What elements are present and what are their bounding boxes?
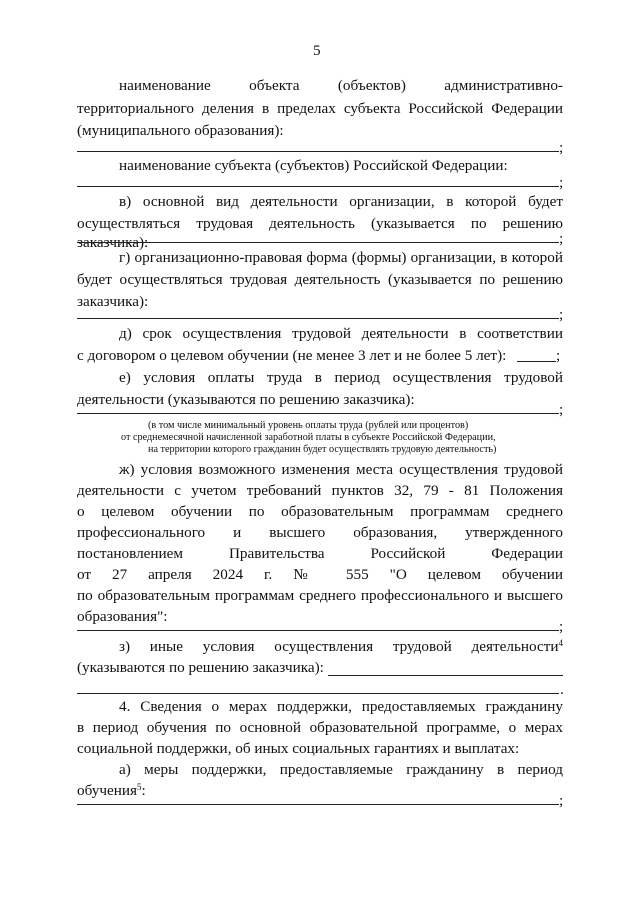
fill-line	[77, 242, 559, 243]
text-line	[119, 637, 563, 656]
text-line: заказчика):	[77, 293, 149, 310]
text-fragment: :	[141, 782, 146, 799]
semicolon: ;	[559, 139, 564, 156]
text-line: профессионального и высшего образования, утвержденного	[77, 524, 563, 541]
footnote-hint: от среднемесячной начисленной заработной платы в субъекте Российской Федерации,	[121, 432, 496, 443]
footnote-ref: 5	[136, 782, 142, 792]
page-number: 5	[313, 42, 321, 59]
text-line: (указываются по решению заказчика):	[77, 659, 324, 676]
text-line	[77, 781, 146, 800]
text-line: 4. Сведения о мерах поддержки, предоставляемых гражданину	[119, 698, 563, 715]
text-line: о целевом обучении по образовательным программам среднего	[77, 503, 563, 520]
text-line: г) организационно-правовая форма (формы) организации, в которой	[119, 249, 563, 266]
semicolon: ;	[556, 347, 561, 364]
semicolon: ;	[559, 401, 564, 418]
text-line: территориального деления в пределах субъекта Российской Федерации	[77, 100, 563, 117]
fill-line	[517, 361, 556, 362]
text-line: ж) условия возможного изменения места осуществления трудовой	[119, 461, 563, 478]
text-line: а) меры поддержки, предоставляемые гражданину в период	[119, 761, 563, 778]
text-line: деятельности с учетом требований пунктов 32, 79 - 81 Положения	[77, 482, 563, 499]
text-fragment: обучения	[77, 782, 137, 799]
text-line: в период обучения по основной образовательной программе, о мерах	[77, 719, 563, 736]
semicolon: ;	[559, 618, 564, 635]
fill-line	[77, 318, 559, 319]
fill-line	[77, 186, 559, 187]
text-line: е) условия оплаты труда в период осуществления трудовой	[119, 369, 563, 386]
text-line: осуществляться трудовая деятельность (указывается по решению заказчика):	[77, 215, 563, 251]
fill-line	[77, 804, 559, 805]
text-line: социальной поддержки, об иных социальных гарантиях и выплатах:	[77, 740, 520, 757]
text-line: с договором о целевом обучении (не менее 3 лет и не более 5 лет):	[77, 347, 507, 364]
text-line: будет осуществляться трудовая деятельность (указывается по решению	[77, 271, 563, 288]
period: .	[560, 681, 564, 698]
text-line: образования":	[77, 608, 168, 625]
text-line: в) основной вид деятельности организации, в которой будет	[119, 193, 563, 210]
fill-line	[77, 151, 559, 152]
text-line: по образовательным программам среднего профессионального и высшего	[77, 587, 563, 604]
text-line: наименование субъекта (субъектов) Российской Федерации:	[119, 157, 508, 174]
text-fragment: з) иные условия осуществления трудовой деятельности	[119, 638, 559, 655]
semicolon: ;	[559, 792, 564, 809]
text-line: д) срок осуществления трудовой деятельности в соответствии	[119, 325, 563, 342]
semicolon: ;	[559, 306, 564, 323]
fill-line	[77, 413, 559, 414]
text-line: деятельности (указываются по решению заказчика):	[77, 391, 415, 408]
footnote-hint: (в том числе минимальный уровень оплаты труда (рублей или процентов)	[148, 420, 469, 431]
fill-line	[77, 630, 559, 631]
text-line: наименование объекта (объектов) административно-	[119, 77, 563, 94]
text-line: постановлением Правительства Российской Федерации	[77, 545, 563, 562]
footnote-hint: на территории которого гражданин будет осуществлять трудовую деятельность)	[148, 444, 497, 455]
text-line: от 27 апреля 2024 г. № 555 "О целевом обучении	[77, 566, 563, 583]
fill-line	[77, 693, 559, 694]
semicolon: ;	[559, 174, 564, 191]
text-line: (муниципального образования):	[77, 122, 284, 139]
footnote-ref: 4	[558, 638, 563, 648]
fill-line	[328, 675, 563, 676]
semicolon: ;	[559, 230, 564, 247]
